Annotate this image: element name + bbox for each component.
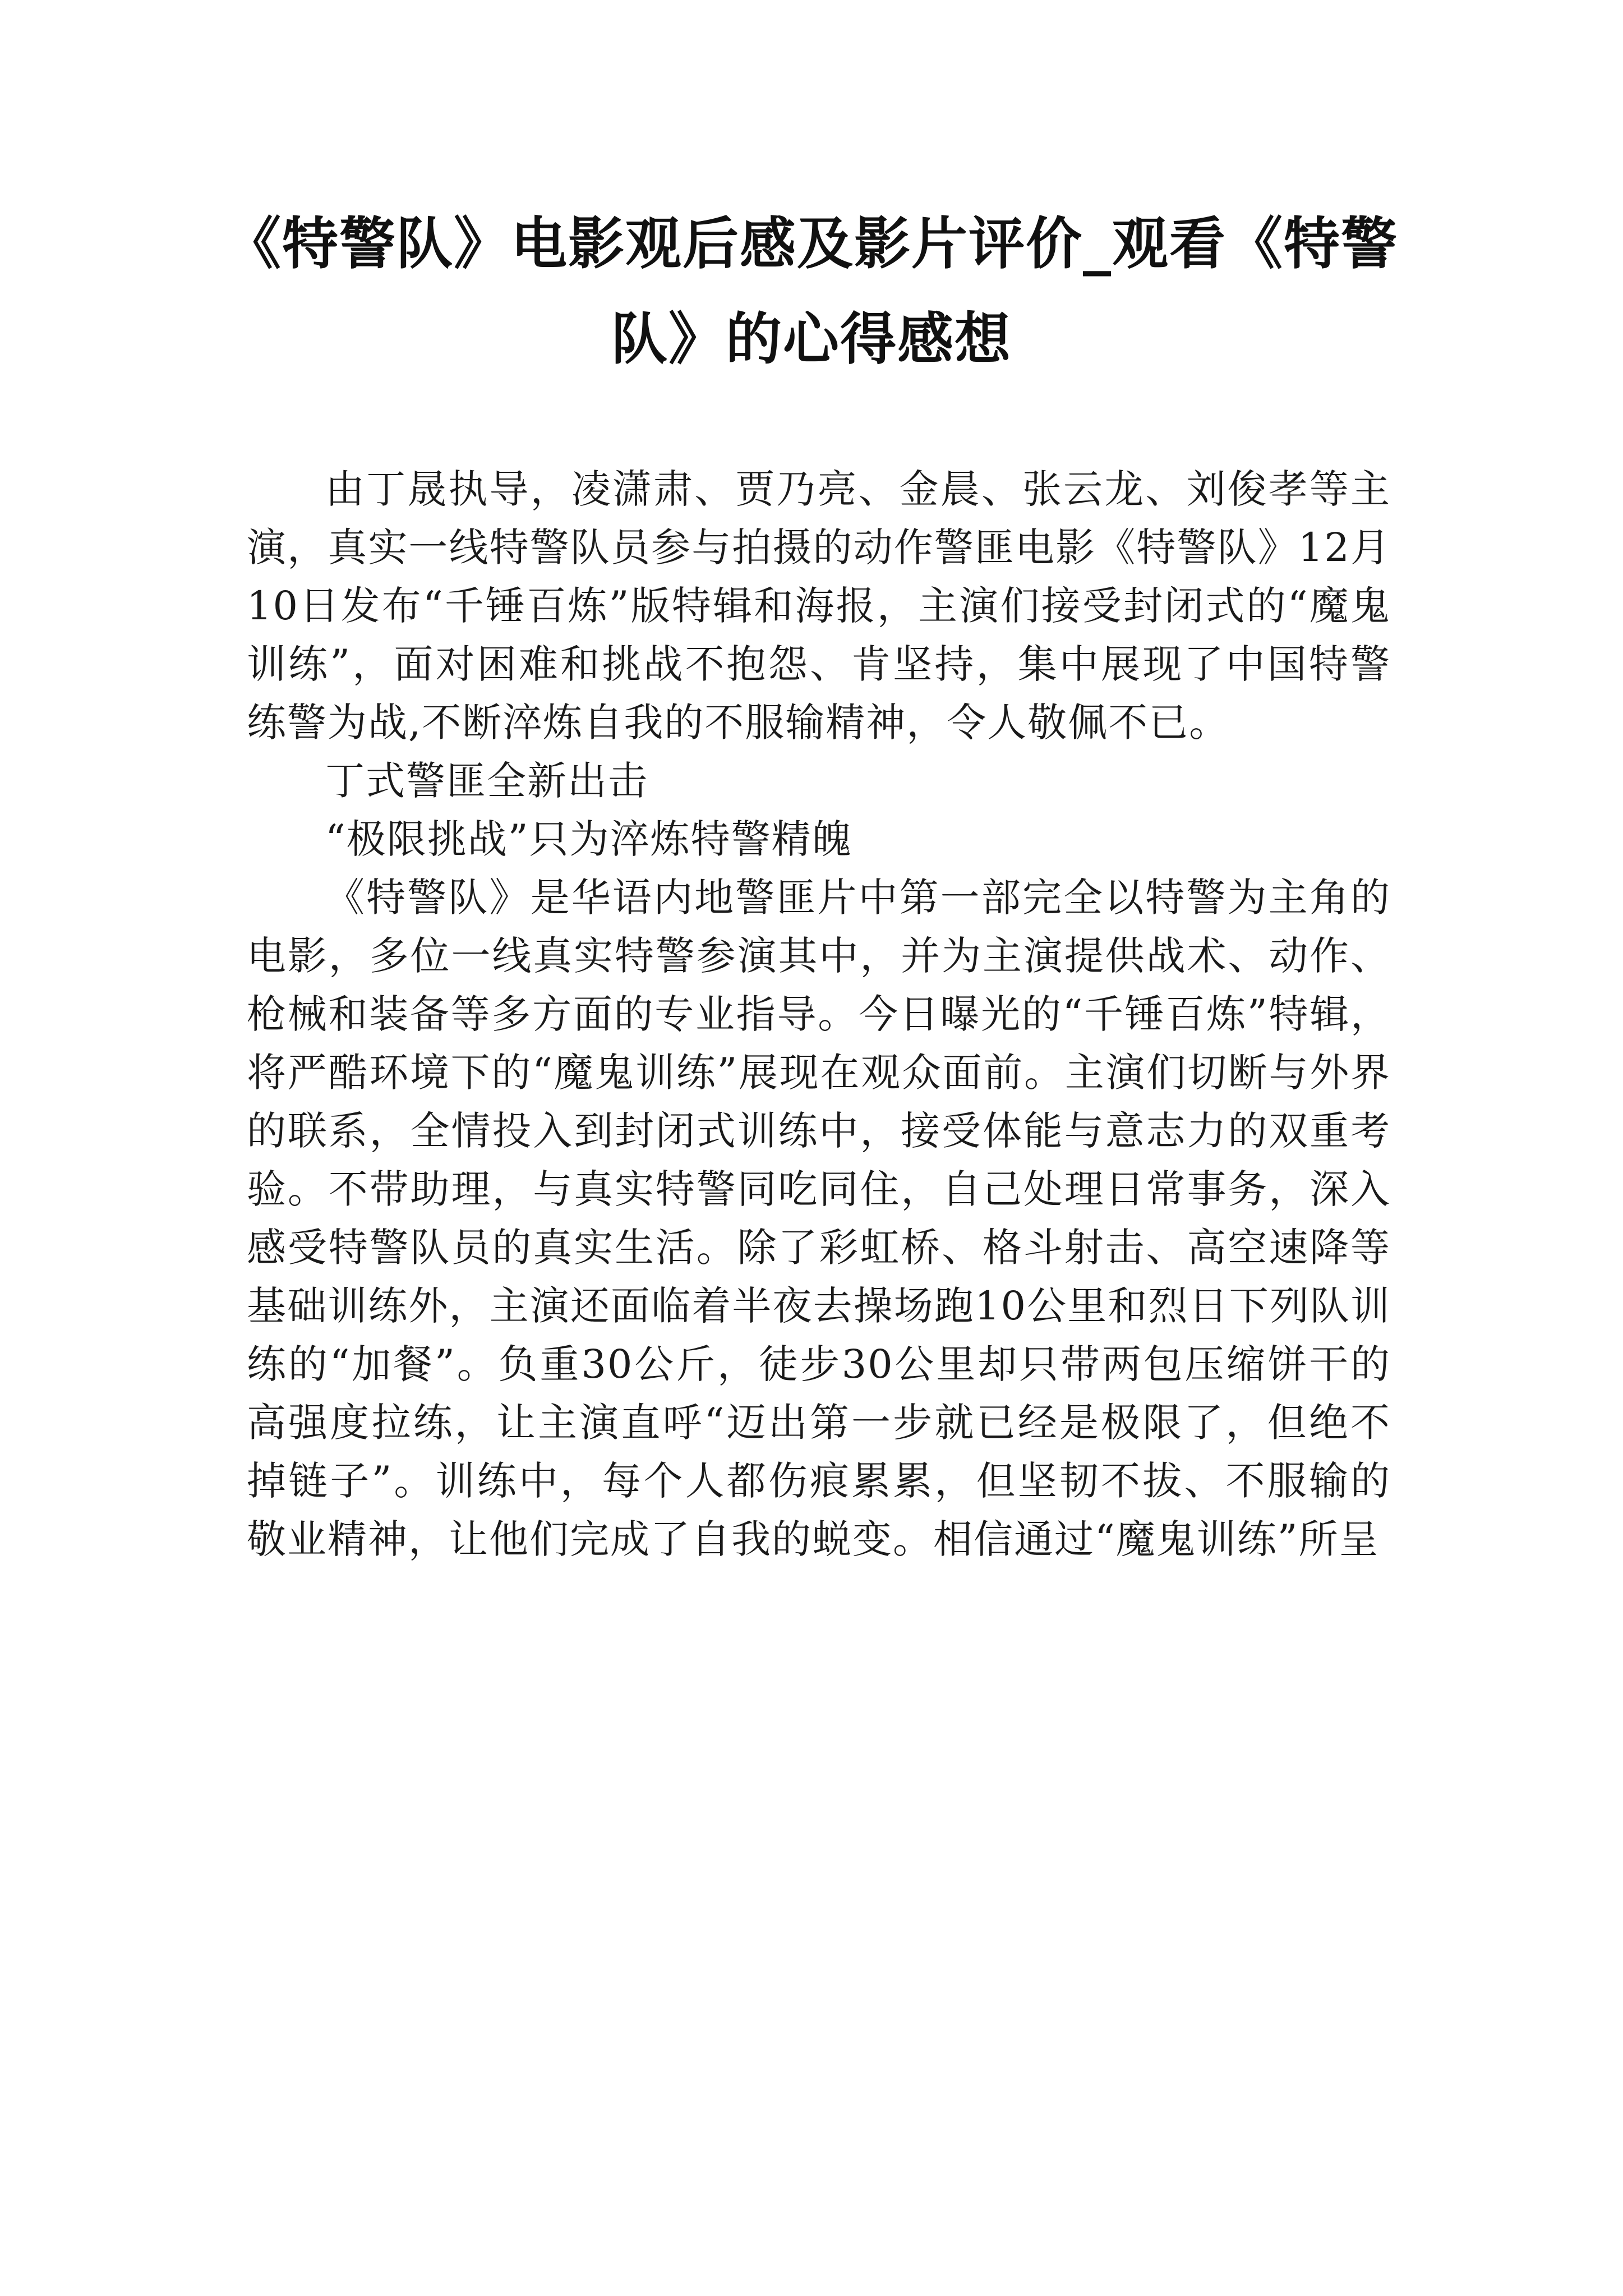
paragraph-intro: 由丁晟执导，凌潇肃、贾乃亮、金晨、张云龙、刘俊孝等主演，真实一线特警队员参与拍摄的动作警匪电影《特警队》12月10日发布“千锤百炼”版特辑和海报，主演们接受封闭式的“魔鬼训练”，面对困难和挑战不抱怨、肯坚持，集中展现了中国特警练警为战,不断淬炼自我的不服输精神，令人敬佩不已。: [247, 466, 1391, 746]
paragraph-subheading-1: 丁式警匪全新出击: [325, 758, 648, 804]
paragraph-subheading-2: “极限挑战”只为淬炼特警精魄: [325, 816, 852, 862]
document-title: 《特警队》电影观后感及影片评价_观看《特警队》的心得感想: [225, 211, 1398, 372]
paragraph-main: 《特警队》是华语内地警匪片中第一部完全以特警为主角的电影，多位一线真实特警参演其中，并为主演提供战术、动作、枪械和装备等多方面的专业指导。今日曝光的“千锤百炼”特辑，将严酷环境下的“魔鬼训练”展现在观众面前。主演们切断与外界的联系，全情投入到封闭式训练中，接受体能与意志力的双重考验。不带助理，与真实特警同吃同住，自己处理日常事务，深入感受特警队员的真实生活。除了彩虹桥、格斗射击、高空速降等基础训练外，主演还面临着半夜去操场跑10公里和烈日下列队训练的“加餐”。负重30公斤，徒步30公里却只带两包压缩饼干的高强度拉练，让主演直呼“迈出第一步就已经是极限了，但绝不掉链子”。训练中，每个人都伤痕累累，但坚韧不拔、不服输的敬业精神，让他们完成了自我的蜕变。相信通过“魔鬼训练”所呈: [247, 875, 1391, 1562]
document-body: [247, 460, 1391, 1568]
